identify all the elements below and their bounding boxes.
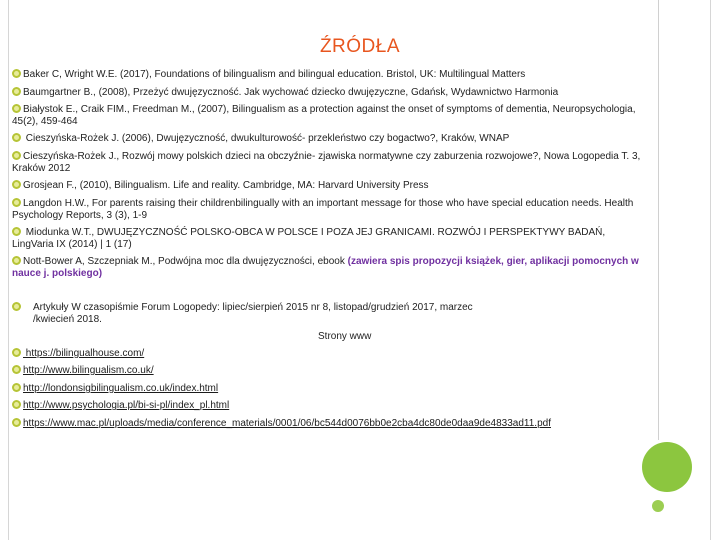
decorative-vertical-line bbox=[658, 0, 659, 440]
bullet-icon bbox=[12, 348, 21, 357]
right-border-line bbox=[710, 0, 711, 540]
bullet-icon bbox=[12, 256, 21, 265]
bullet-icon bbox=[12, 198, 21, 207]
bullet-icon bbox=[12, 227, 21, 236]
left-border-line bbox=[8, 0, 9, 540]
decorative-green-circle bbox=[642, 442, 692, 492]
reference-item: Miodunka W.T., DWUJĘZYCZNOŚĆ POLSKO-OBCA W POLSCE I POZA JEJ GRANICAMI. ROZWÓJ I PERSPEKTYWY BADAŃ, LingVaria IX (2014) | 1 (17) bbox=[12, 227, 606, 250]
journal-item: Artykuły W czasopiśmie Forum Logopedy: lipiec/sierpień 2015 nr 8, listopad/grudzień 2017, marzec /kwiecień 2018. bbox=[12, 302, 532, 326]
websites-heading: Strony www bbox=[318, 331, 372, 342]
bullet-icon bbox=[12, 383, 21, 392]
website-link[interactable]: http://www.bilingualism.co.uk/ bbox=[23, 365, 154, 376]
website-item bbox=[12, 383, 642, 395]
reference-item: Białystok E., Craik FIM., Freedman M., (2007), Bilingualism as a protection against the onset of symptoms of dementia, Neuropsychologia, 45(2), 459-464 bbox=[12, 104, 636, 127]
website-item bbox=[12, 418, 642, 430]
website-item bbox=[12, 365, 642, 377]
decorative-small-circle bbox=[652, 500, 664, 512]
page-title: ŹRÓDŁA bbox=[319, 36, 401, 57]
reference-item: Langdon H.W., For parents raising their childrenbilingually with an important message for those who have special education needs. Health Psychology Reports, 3 (3), 1-9 bbox=[12, 198, 634, 221]
bullet-icon bbox=[12, 418, 21, 427]
website-link[interactable]: http://www.psychologia.pl/bi-si-pl/index_pl.html bbox=[23, 400, 230, 411]
reference-item: Nott-Bower A, Szczepniak M., Podwójna moc dla dwujęzyczności, ebook (zawiera spis propozycji książek, gier, aplikacji pomocnych w nauce j. polskiego) bbox=[12, 256, 639, 279]
reference-note: (zawiera spis propozycji książek, gier, aplikacji pomocnych w nauce j. polskiego) bbox=[12, 256, 639, 279]
website-item bbox=[12, 400, 642, 412]
website-item bbox=[12, 348, 642, 360]
website-link[interactable]: https://bilingualhouse.com/ bbox=[23, 348, 145, 359]
bullet-icon bbox=[12, 69, 21, 78]
bullet-icon bbox=[12, 302, 21, 311]
reference-item: Cieszyńska-Rożek J., Rozwój mowy polskich dzieci na obczyźnie- zjawiska normatywne czy zaburzenia rozwojowe?, Nowa Logopedia T. 3, Kraków 2012 bbox=[12, 151, 641, 174]
reference-item: Cieszyńska-Rożek J. (2006), Dwujęzyczność, dwukulturowość- przekleństwo czy bogactwo?, Kraków, WNAP bbox=[12, 133, 642, 145]
bullet-icon bbox=[12, 180, 21, 189]
reference-item: Baker C, Wright W.E. (2017), Foundations of bilingualism and bilingual education. Bristol, UK: Multilingual Matters bbox=[12, 69, 642, 81]
bullet-icon bbox=[12, 151, 21, 160]
reference-item: Baumgartner B., (2008), Przeżyć dwujęzyczność. Jak wychować dziecko dwujęzyczne, Gdańsk, Wydawnictwo Harmonia bbox=[12, 87, 642, 99]
bullet-icon bbox=[12, 133, 21, 142]
bullet-icon bbox=[12, 400, 21, 409]
website-link[interactable]: https://www.mac.pl/uploads/media/conference_materials/0001/06/bc544d0076bb0e2cba4dc80de0daa9de4833ad11.pdf bbox=[23, 418, 551, 429]
bullet-icon bbox=[12, 365, 21, 374]
website-link[interactable]: http://londonsigbilingualism.co.uk/index.html bbox=[23, 383, 219, 394]
bullet-icon bbox=[12, 104, 21, 113]
reference-item: Grosjean F., (2010), Bilingualism. Life and reality. Cambridge, MA: Harvard University Press bbox=[12, 180, 642, 192]
bullet-icon bbox=[12, 87, 21, 96]
